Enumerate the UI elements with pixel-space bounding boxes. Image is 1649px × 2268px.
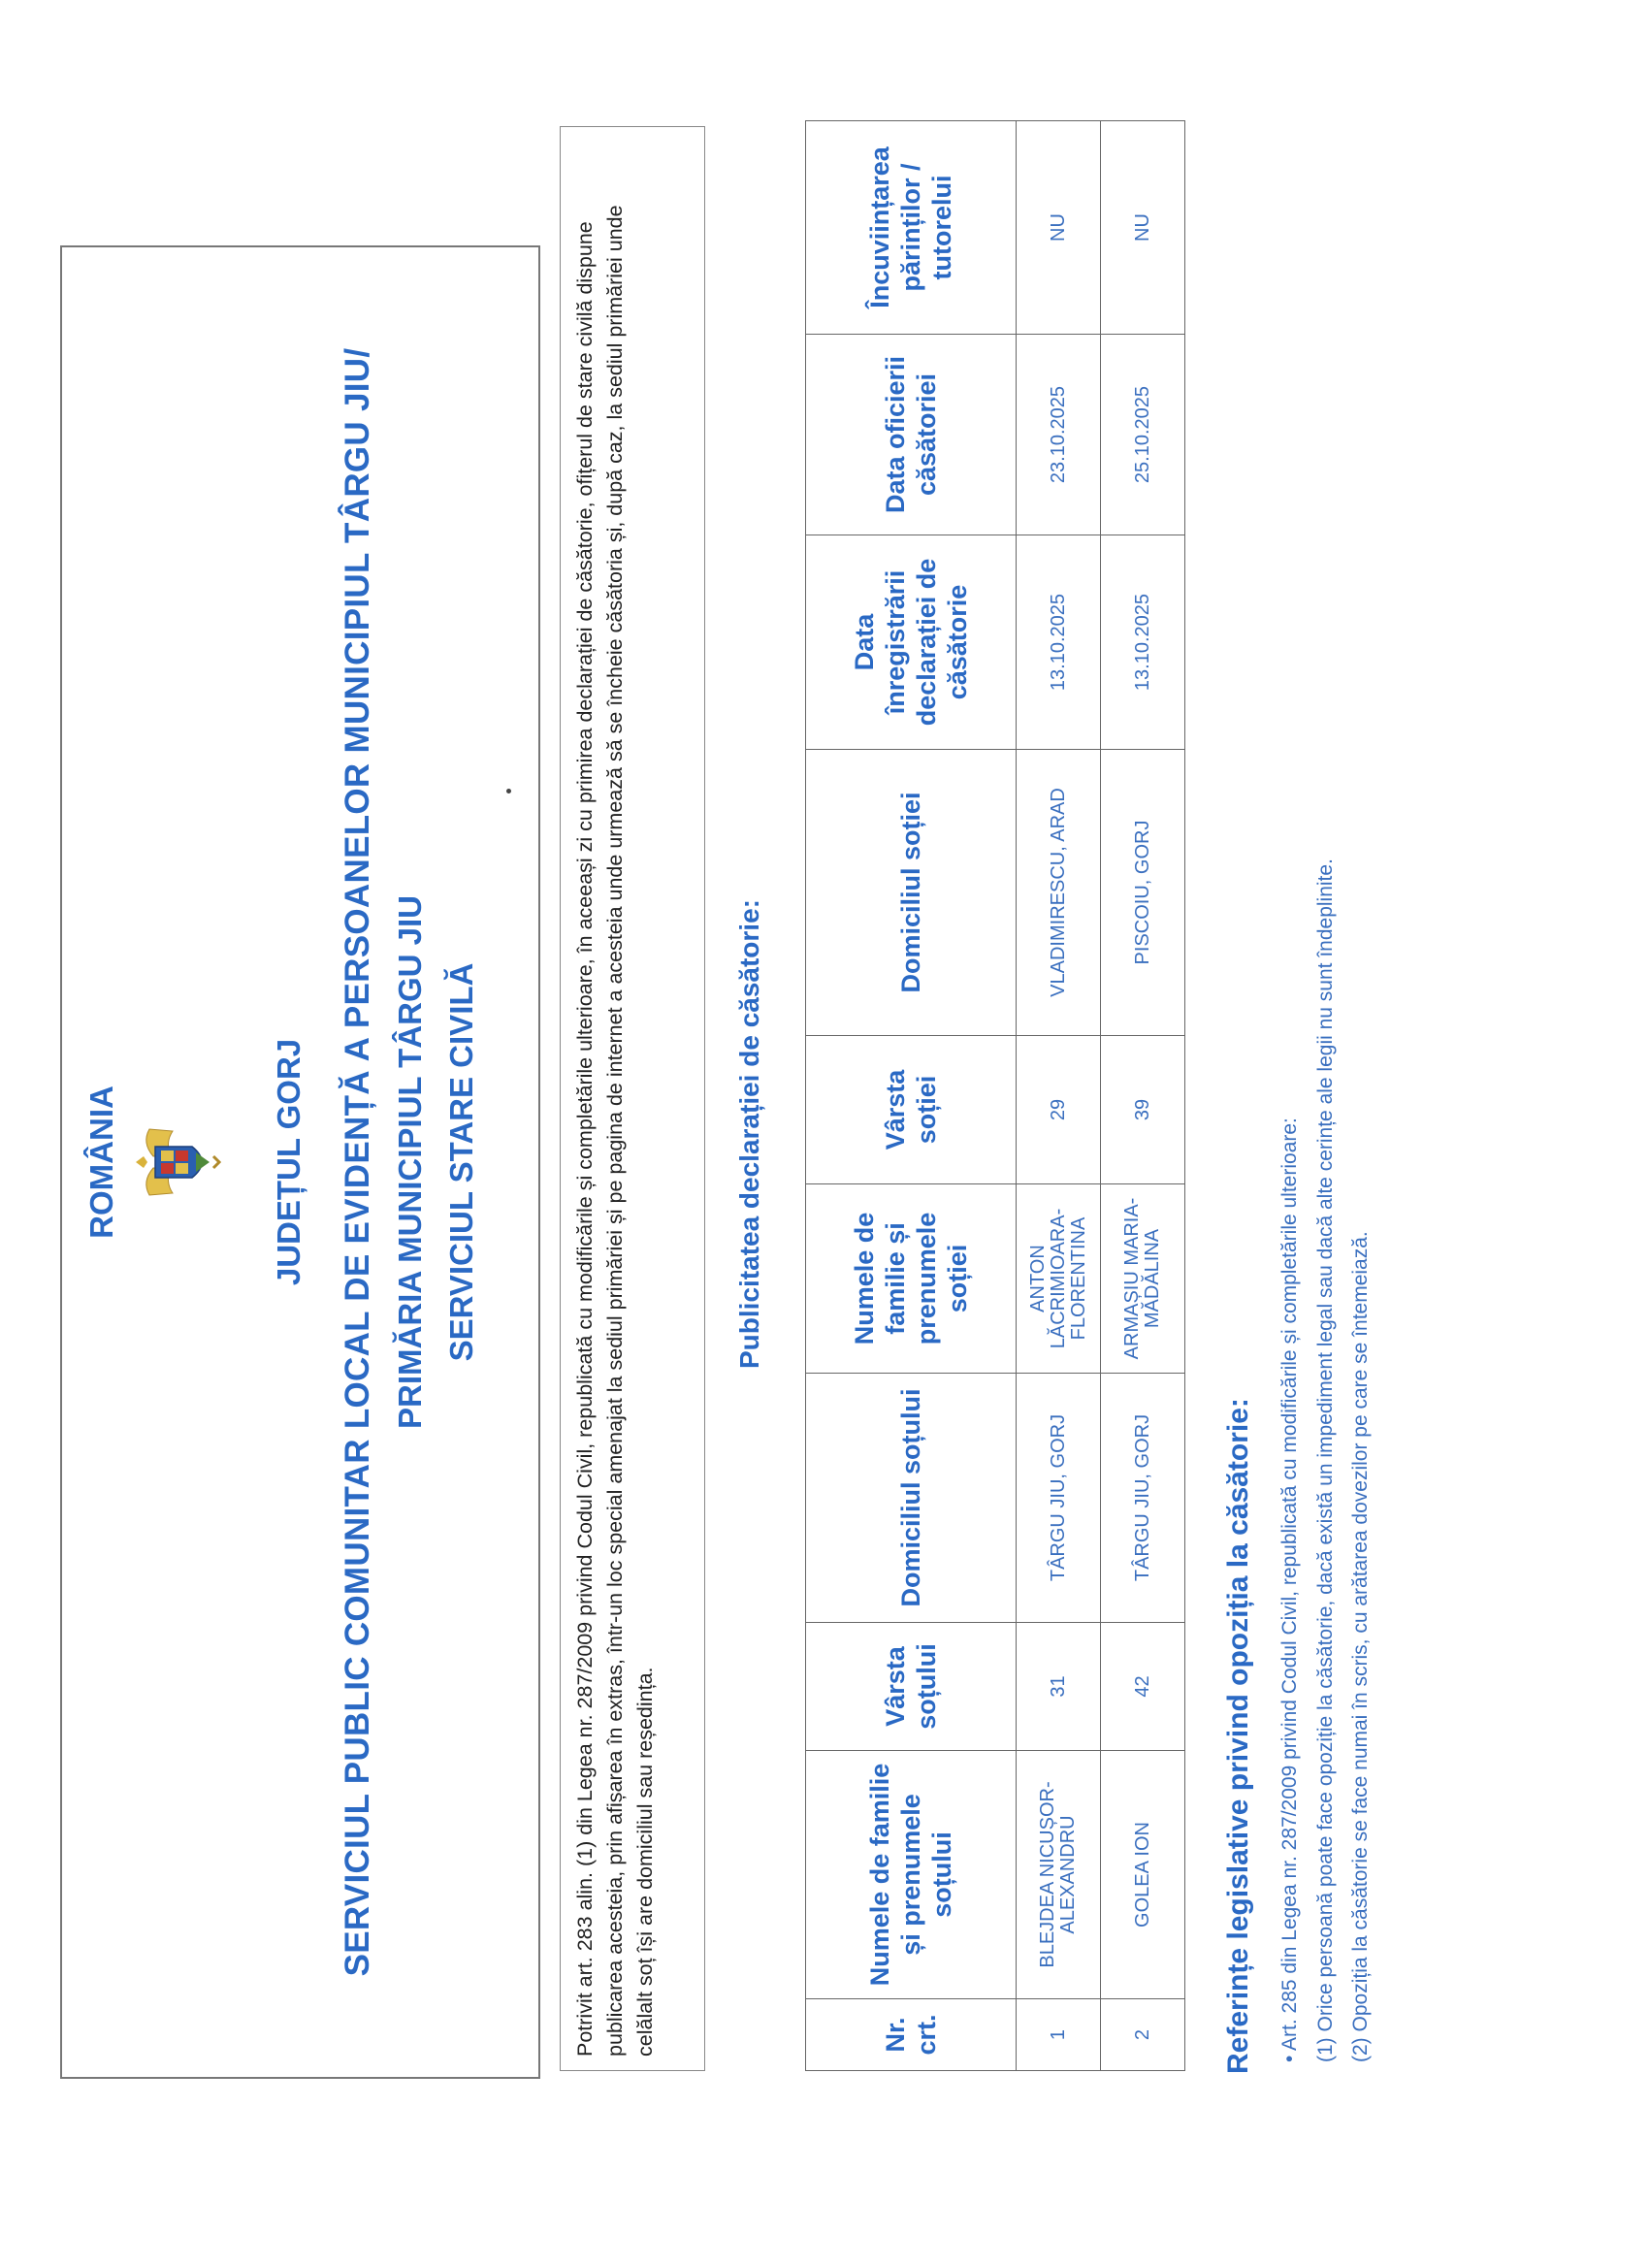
- marriage-declarations-table: [805, 120, 1185, 2071]
- column-header: Vârsta soției: [806, 1036, 1017, 1184]
- table-cell: BLEJDEA NICUȘOR-ALEXANDRU: [1017, 1751, 1101, 1999]
- table-header-row: [806, 121, 1017, 2071]
- table-cell: VLADIMIRESCU, ARAD: [1017, 750, 1101, 1036]
- county-title: JUDEȚUL GORJ: [271, 1038, 307, 1286]
- table-cell: 23.10.2025: [1017, 335, 1101, 535]
- reference-line: (1) Orice persoană poate face opoziție la căsătorie, dacă există un impediment legal sau dacă alte cerințe ale legii nu sunt îndeplinite.: [1314, 859, 1337, 2062]
- table-cell: 13.10.2025: [1017, 535, 1101, 750]
- column-header: Vârsta soțului: [806, 1623, 1017, 1751]
- column-header: Numele de familie și prenumele soțului: [806, 1751, 1017, 1999]
- table-cell: GOLEA ION: [1101, 1751, 1185, 1999]
- table-cell: 2: [1101, 1999, 1185, 2071]
- department-title: SERVICIUL STARE CIVILĂ: [443, 962, 479, 1362]
- table-cell: TÂRGU JIU, GORJ: [1101, 1374, 1185, 1623]
- publication-title: Publicitatea declarației de căsătorie:: [734, 899, 764, 1369]
- table-cell: 31: [1017, 1623, 1101, 1751]
- column-header: Încuviințarea părinților / tutorelui: [806, 121, 1017, 335]
- service-title: SERVICIUL PUBLIC COMUNITAR LOCAL DE EVIDENȚĂ A PERSOANELOR MUNICIPIUL TÂRGU JIU/: [339, 347, 376, 1977]
- romania-coat-of-arms-icon: [132, 1123, 221, 1201]
- table-cell: 1: [1017, 1999, 1101, 2071]
- column-header: Nr. crt.: [806, 1999, 1017, 2071]
- references-title: Referințe legislative privind opoziția la căsătorie:: [1222, 1398, 1254, 2074]
- legal-intro-paragraph: Potrivit art. 283 alin. (1) din Legea nr. 287/2009 privind Codul Civil, republicată cu modificările și completările ulterioare, în aceeași zi cu primirea declarației de căsătorie, ofițerul de stare civilă dispune publicarea acesteia, prin afișarea în extras, într-un loc special amenajat la sediul primăriei și pe pagina de internet a acesteia unde urmează să se încheie căsătoria și, după caz, la sediul primăriei unde celălalt soț își are domiciliul sau reședința.: [560, 126, 705, 2071]
- table-cell: TÂRGU JIU, GORJ: [1017, 1374, 1101, 1623]
- column-header: Domiciliul soției: [806, 750, 1017, 1036]
- column-header: Data oficierii căsătoriei: [806, 335, 1017, 535]
- table-row: [1101, 121, 1185, 2071]
- table-cell: 39: [1101, 1036, 1185, 1184]
- column-header: Numele de familie și prenumele soției: [806, 1184, 1017, 1374]
- table-cell: ARMAȘIU MARIA-MĂDĂLINA: [1101, 1184, 1185, 1374]
- mayor-office-title: PRIMĂRIA MUNICIPIUL TÂRGU JIU: [392, 895, 428, 1430]
- reference-line: (2) Opoziția la căsătorie se face numai în scris, cu arătarea dovezilor pe care se întemeiază.: [1349, 1231, 1372, 2062]
- table-cell: 42: [1101, 1623, 1185, 1751]
- header-box: [60, 245, 540, 2079]
- table-cell: NU: [1017, 121, 1101, 335]
- table-cell: 13.10.2025: [1101, 535, 1185, 750]
- column-header: Data înregistrării declarației de căsătorie: [806, 535, 1017, 750]
- table-cell: 25.10.2025: [1101, 335, 1185, 535]
- table-cell: 29: [1017, 1036, 1101, 1184]
- column-header: Domiciliul soțului: [806, 1374, 1017, 1623]
- country-title: ROMÂNIA: [83, 1085, 119, 1239]
- table-cell: PISCOIU, GORJ: [1101, 750, 1185, 1036]
- table-row: [1017, 121, 1101, 2071]
- table-cell: NU: [1101, 121, 1185, 335]
- table-cell: ANTON LĂCRIMIOARA-FLORENTINA: [1017, 1184, 1101, 1374]
- stray-dot: [506, 789, 511, 794]
- reference-line: • Art. 285 din Legea nr. 287/2009 privind Codul Civil, republicată cu modificările și completările ulterioare:: [1278, 1118, 1301, 2062]
